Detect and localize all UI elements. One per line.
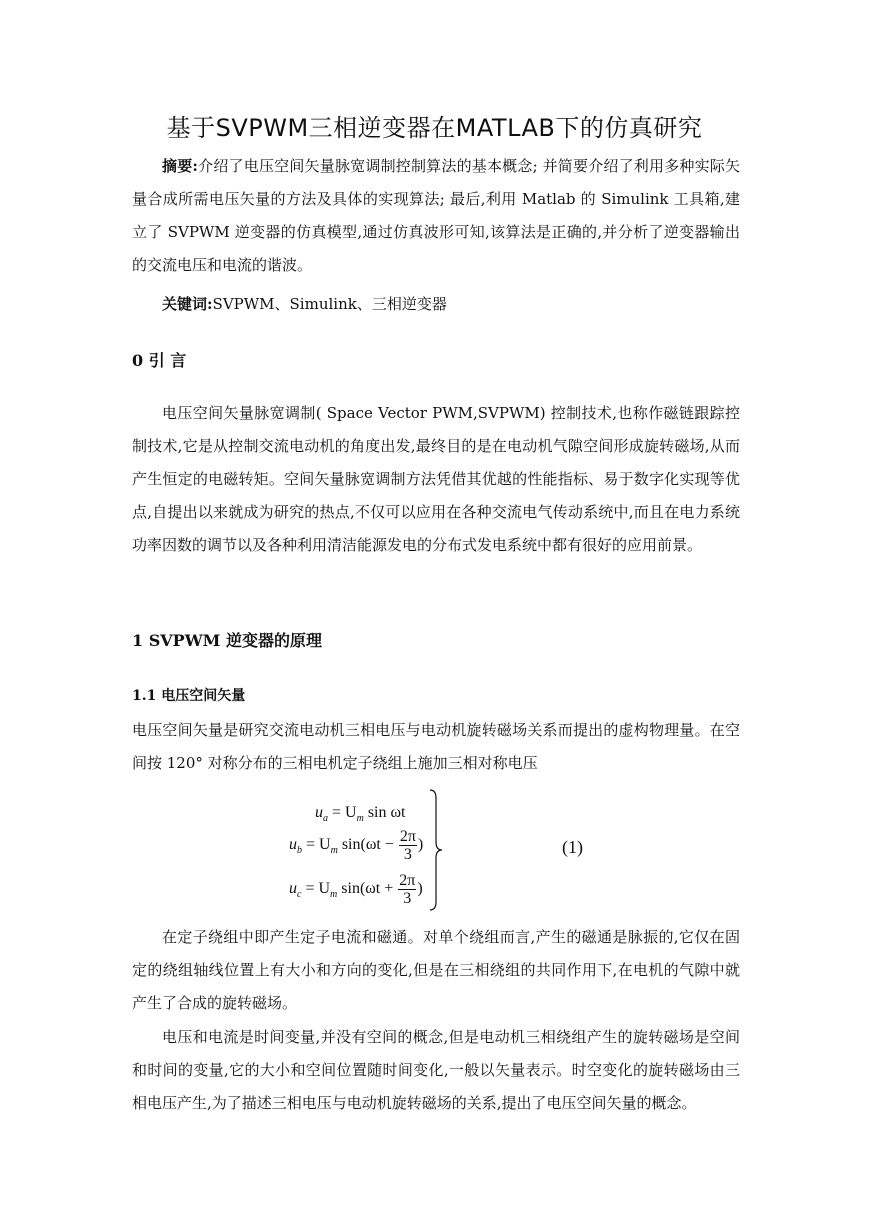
- subsection-1-1-heading: 1.1 电压空间矢量: [132, 688, 246, 704]
- section-1-heading: 1 SVPWM 逆变器的原理: [132, 631, 322, 650]
- equation-ua: $u_a = U_m$ sin ωt: [315, 804, 406, 824]
- section-1-paragraph-1: 电压空间矢量是研究交流电动机三相电压与电动机旋转磁场关系而提出的虚构物理量。在空间按 120° 对称分布的三相电机定子绕组上施加三相对称电压: [132, 721, 740, 772]
- keywords-label: 关键词:: [162, 295, 213, 313]
- abstract: [132, 150, 740, 282]
- keywords-text: SVPWM、Simulink、三相逆变器: [212, 295, 447, 313]
- fraction: $\frac{2\pi}{3}$: [399, 828, 416, 863]
- keywords: [132, 288, 740, 321]
- section-1-paragraph-3: 电压和电流是时间变量,并没有空间的概念,但是电动机三相绕组产生的旋转磁场是空间和时间的变量,它的大小和空间位置随时间变化,一般以矢量表示。时空变化的旋转磁场由三相电压产生,为了描述三相电压与电动机旋转磁场的关系,提出了电压空间矢量的概念。: [132, 1028, 740, 1112]
- section-0-heading: 0 引 言: [132, 351, 187, 370]
- paper-title: 基于SVPWM三相逆变器在MATLAB下的仿真研究: [166, 114, 703, 142]
- right-brace-icon: [428, 788, 448, 913]
- equation-number: (1): [562, 837, 583, 857]
- section-0-paragraph: 电压空间矢量脉宽调制( Space Vector PWM,SVPWM) 控制技术,也称作磁链跟踪控制技术,它是从控制交流电动机的角度出发,最终目的是在电动机气隙空间形成旋转磁场,从而产生恒定的电磁转矩。空间矢量脉宽调制方法凭借其优越的性能指标、易于数字化实现等优点,自提出以来就成为研究的热点,不仅可以应用在各种交流电气传动系统中,而且在电力系统功率因数的调节以及各种利用清洁能源发电的分布式发电系统中都有很好的应用前景。: [132, 404, 740, 554]
- section-1-paragraph-2: 在定子绕组中即产生定子电流和磁通。对单个绕组而言,产生的磁通是脉振的,它仅在固定的绕组轴线位置上有大小和方向的变化,但是在三相绕组的共同作用下,在电机的气隙中就产生了合成的旋转磁场。: [132, 928, 740, 1012]
- equation-uc: $u_c = U_m$ sin(ωt + $\frac{2\pi}{3}$ ): [289, 872, 423, 907]
- fraction: $\frac{2\pi}{3}$: [399, 872, 416, 907]
- equation-ub: $u_b = U_m$ sin(ωt − $\frac{2\pi}{3}$ ): [289, 828, 424, 863]
- abstract-label: 摘要:: [162, 157, 198, 175]
- abstract-text: 介绍了电压空间矢量脉宽调制控制算法的基本概念; 并简要介绍了利用多种实际矢量合成所需电压矢量的方法及具体的实现算法; 最后,利用 Matlab 的 Simulink 工具箱,建立了 SVPWM 逆变器的仿真模型,通过仿真波形可知,该算法是正确的,并分析了逆变器输出的交流电压和电流的谐波。: [132, 157, 741, 274]
